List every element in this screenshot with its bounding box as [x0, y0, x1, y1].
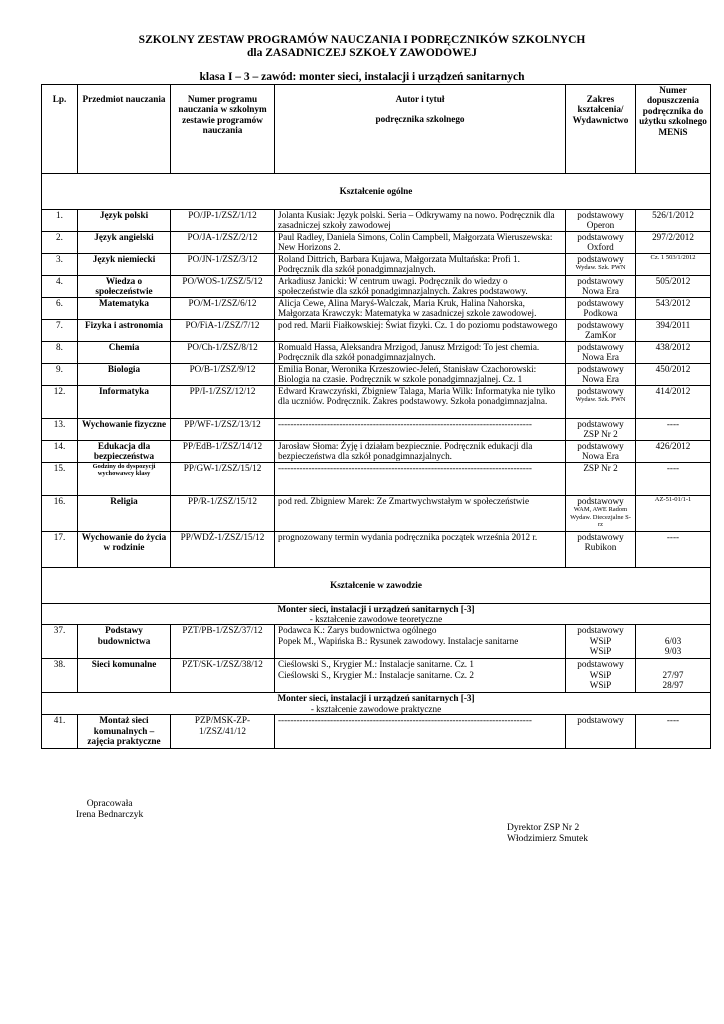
author-text: Jarosław Słoma: Żyję i działam bezpiecznie. Podręcznik edukacji dla bezpieczeństwa dla szkół ponadgimnazjalnych. [278, 440, 533, 462]
program-text: PO/WOS-1/ZSZ/5/12 [182, 275, 263, 286]
publisher-text: Nowa Era [582, 451, 619, 462]
row-subject [78, 341, 171, 363]
publisher-text-1: WSiP [589, 635, 612, 646]
program-text: PP/WDŻ-1/ZSZ/15/12 [180, 531, 265, 542]
subject-text: Sieci komunalne [91, 659, 157, 670]
lp-text: 7. [56, 319, 63, 330]
approval-text: 543/2012 [655, 297, 691, 308]
approval-text: 426/2012 [655, 440, 691, 451]
row-approval [636, 363, 711, 385]
approval-text: 297/2/2012 [652, 231, 694, 242]
practice-header [42, 693, 711, 715]
approval-text: 414/2012 [655, 385, 691, 396]
lp-text: 38. [53, 659, 66, 670]
table-row [42, 495, 711, 531]
row-author [275, 462, 566, 495]
row-program [171, 440, 275, 462]
row-subject [78, 210, 171, 232]
table-row [42, 418, 711, 440]
row-scope [566, 319, 636, 341]
approval-text: ---- [666, 531, 680, 542]
publisher-text-1: WSiP [589, 669, 612, 680]
row-program [171, 319, 275, 341]
lp-text: 37. [53, 625, 66, 636]
scope-text: podstawowy [577, 418, 624, 429]
scope-text: podstawowy [577, 341, 624, 352]
approval-text-1: 6/03 [664, 635, 682, 646]
prepared-label: Opracowała [86, 799, 133, 809]
lp-text: 9. [56, 363, 63, 374]
program-text: PP/R-1/ZSZ/15/12 [188, 495, 257, 506]
scope-text: podstawowy [577, 385, 624, 396]
table-row [42, 440, 711, 462]
program-text: PO/JN-1/ZSZ/3/12 [187, 253, 258, 264]
table-row [42, 659, 711, 693]
row-author [275, 440, 566, 462]
subject-text: Matematyka [98, 297, 149, 308]
director-label: Dyrektor ZSP Nr 2 [507, 823, 580, 833]
author-text: ----------------------------------------------------------------------------------- [278, 418, 532, 429]
table-row [42, 462, 711, 495]
row-scope [566, 297, 636, 319]
header-lp: Lp. [42, 85, 78, 174]
program-text: PP/WF-1/ZSZ/13/12 [184, 418, 261, 429]
row-approval [636, 231, 711, 253]
subject-text: Biologia [107, 363, 141, 374]
section-vocational-text: Kształcenie w zawodzie [330, 579, 422, 590]
theory-header [42, 603, 711, 625]
row-author [275, 418, 566, 440]
lp-text: 14. [53, 440, 66, 451]
row-approval [636, 462, 711, 495]
publisher-text-2: WSiP [589, 646, 612, 657]
lp-text: 3. [56, 253, 63, 264]
class-line: klasa I – 3 – zawód: monter sieci, instalacji i urządzeń sanitarnych [199, 71, 525, 83]
row-lp [42, 275, 78, 297]
lp-text: 15. [53, 462, 66, 473]
subject-text: Edukacja dla bezpieczeństwa [93, 440, 155, 462]
publisher-text: Nowa Era [582, 374, 619, 385]
row-author [275, 341, 566, 363]
row-program [171, 495, 275, 531]
row-approval [636, 341, 711, 363]
header-approval: Numer dopuszczenia podręcznika do użytku szkolnego MENiS [636, 85, 711, 174]
subject-text: Język polski [99, 210, 149, 220]
row-scope [566, 385, 636, 418]
row-scope [566, 275, 636, 297]
prepared-name: Irena Bednarczyk [76, 810, 144, 820]
program-text: PO/B-1/ZSZ/9/12 [189, 363, 256, 374]
row-program [171, 231, 275, 253]
program-text: PO/JP-1/ZSZ/1/12 [188, 210, 257, 220]
row-lp [42, 418, 78, 440]
publisher-text: WAM, AWE Radom Wydaw. Diecezjalne S-rz [570, 506, 631, 529]
table-row [42, 341, 711, 363]
table-row [42, 385, 711, 418]
approval-text-1: 27/97 [662, 669, 684, 680]
row-scope [566, 210, 636, 232]
scope-text: podstawowy [577, 253, 624, 264]
row-scope [566, 715, 636, 749]
director [507, 823, 588, 845]
row-approval [636, 715, 711, 749]
subject-text: Informatyka [98, 385, 150, 396]
lp-text: 4. [56, 275, 63, 286]
row-program [171, 275, 275, 297]
header-subject: Przedmiot nauczania [78, 85, 171, 174]
row-scope [566, 659, 636, 693]
table-row [42, 210, 711, 232]
practice-header-line2: - kształcenie zawodowe praktyczne [310, 703, 442, 714]
row-approval [636, 210, 711, 232]
row-lp [42, 385, 78, 418]
author-text: Arkadiusz Janicki: W centrum uwagi. Podręcznik do wiedzy o społeczeństwie dla szkół ponadgimnazjalnych. Zakres podstawowy. [278, 275, 528, 297]
author-text-2: Popek M., Wapińska B.: Rysunek zawodowy. Instalacje sanitarne [278, 635, 519, 646]
program-text: PO/Ch-1/ZSZ/8/12 [187, 341, 258, 352]
row-lp [42, 231, 78, 253]
row-subject [78, 231, 171, 253]
row-subject [78, 531, 171, 567]
lp-text: 13. [53, 418, 66, 429]
subject-text: Montaż sieci komunalnych – zajęcia praktyczne [87, 715, 161, 747]
row-author [275, 253, 566, 275]
lp-text: 16. [53, 495, 66, 506]
row-lp [42, 363, 78, 385]
director-name: Włodzimierz Smutek [507, 834, 588, 844]
row-author [275, 715, 566, 749]
lp-text: 8. [56, 341, 63, 352]
header-author-line2: podręcznika szkolnego [375, 114, 465, 125]
approval-text-2: 9/03 [664, 646, 682, 657]
approval-text: 450/2012 [655, 363, 691, 374]
section-general: Kształcenie ogólne [42, 174, 711, 210]
scope-text: podstawowy [577, 231, 624, 242]
row-approval [636, 418, 711, 440]
author-text: pod red. Marii Fiałkowskiej: Świat fizyki. Cz. 1 do poziomu podstawowego [278, 319, 558, 330]
publisher-text-2: WSiP [589, 680, 612, 691]
publisher-text: Wydaw. Szk. PWN [575, 264, 626, 272]
table-row [42, 715, 711, 749]
row-scope [566, 253, 636, 275]
row-program [171, 210, 275, 232]
table-row [42, 625, 711, 659]
row-lp [42, 297, 78, 319]
lp-text: 1. [56, 210, 63, 220]
publisher-text: ZSP Nr 2 [583, 462, 618, 473]
row-program [171, 253, 275, 275]
document-subtitle: dla ZASADNICZEJ SZKOŁY ZAWODOWEJ [247, 47, 477, 59]
row-subject [78, 440, 171, 462]
program-text: PP/EdB-1/ZSZ/14/12 [182, 440, 263, 451]
program-text: PZP/MSK-ZP-1/ZSZ/41/12 [194, 715, 251, 736]
table-row [42, 319, 711, 341]
row-lp [42, 715, 78, 749]
row-scope [566, 440, 636, 462]
row-approval [636, 659, 711, 693]
row-program [171, 385, 275, 418]
subject-text: Wychowanie fizyczne [81, 418, 167, 429]
row-approval [636, 495, 711, 531]
row-scope [566, 625, 636, 659]
subject-text: Język niemiecki [92, 253, 156, 264]
author-text: prognozowany termin wydania podręcznika początek września 2012 r. [278, 531, 538, 542]
row-program [171, 625, 275, 659]
scope-text: podstawowy [577, 659, 624, 670]
row-subject [78, 319, 171, 341]
author-text: Edward Krawczyński, Zbigniew Talaga, Maria Wilk: Informatyka nie tylko dla uczniów. Podręcznik. Zakres podstawowy. Szkoła ponadgimnazjalna. [278, 385, 556, 407]
row-subject [78, 275, 171, 297]
row-program [171, 341, 275, 363]
row-author [275, 275, 566, 297]
row-approval [636, 531, 711, 567]
table-row [42, 363, 711, 385]
row-subject [78, 253, 171, 275]
row-scope [566, 341, 636, 363]
approval-text: 394/2011 [655, 319, 691, 330]
scope-text: podstawowy [577, 531, 624, 542]
author-text: Roland Dittrich, Barbara Kujawa, Małgorzata Multańska: Profi 1. Podręcznik dla szkół ponadgimnazjalnych. [278, 253, 520, 275]
row-subject [78, 462, 171, 495]
table-row [42, 297, 711, 319]
row-author [275, 531, 566, 567]
program-text: PO/FiA-1/ZSZ/7/12 [185, 319, 260, 330]
row-approval [636, 625, 711, 659]
publisher-text: Rubikon [584, 542, 617, 553]
author-text: Romuald Hassa, Aleksandra Mrzigod, Janusz Mrzigod: To jest chemia. Podręcznik dla szkół ponadgimnazjalnych. [278, 341, 540, 363]
approval-text: ---- [666, 462, 680, 473]
publisher-text: Podkowa [583, 308, 618, 319]
author-text: Emilia Bonar, Weronika Krzeszowiec-Jeleń, Stanisław Czachorowski: Biologia na czasie. Podręcznik w szkole ponadgimnazjalnej. Cz. 1 [278, 363, 537, 385]
header-scope: Zakres kształcenia/ Wydawnictwo [566, 85, 636, 174]
lp-text: 6. [56, 297, 63, 308]
publisher-text: Oxford [587, 242, 614, 253]
program-text: PP/GW-1/ZSZ/15/12 [183, 462, 262, 473]
subject-text: Fizyka i astronomia [85, 319, 163, 330]
approval-text: ---- [666, 715, 680, 726]
row-program [171, 531, 275, 567]
row-lp [42, 625, 78, 659]
row-subject [78, 625, 171, 659]
row-approval [636, 253, 711, 275]
approval-text: Cz. 1 503/1/2012 [650, 253, 696, 261]
row-author [275, 210, 566, 232]
row-scope [566, 462, 636, 495]
author-text-2: Cieślowski S., Krygier M.: Instalacje sanitarne. Cz. 2 [278, 669, 474, 680]
scope-text: podstawowy [577, 495, 624, 506]
subject-text: Godziny do dyspozycji wychowawcy klasy [92, 462, 156, 478]
scope-text: podstawowy [577, 275, 624, 286]
row-scope [566, 495, 636, 531]
subject-text: Język angielski [94, 231, 154, 242]
curriculum-table [41, 84, 711, 749]
row-scope [566, 231, 636, 253]
row-subject [78, 418, 171, 440]
row-program [171, 418, 275, 440]
table-row [42, 231, 711, 253]
subject-text: Wiedza o społeczeństwie [95, 275, 153, 297]
lp-text: 2. [56, 231, 63, 242]
approval-text: 438/2012 [655, 341, 691, 352]
lp-text: 17. [53, 531, 66, 542]
author-text: ----------------------------------------------------------------------------------- [278, 462, 532, 473]
row-lp [42, 659, 78, 693]
row-lp [42, 253, 78, 275]
approval-text: 526/1/2012 [652, 210, 694, 220]
row-author [275, 659, 566, 693]
approval-text-2: 28/97 [662, 680, 684, 691]
author-text-1: Cieślowski S., Krygier M.: Instalacje sanitarne. Cz. 1 [278, 659, 474, 670]
row-subject [78, 297, 171, 319]
row-lp [42, 440, 78, 462]
lp-text: 41. [53, 715, 66, 726]
row-program [171, 659, 275, 693]
row-author [275, 231, 566, 253]
row-program [171, 715, 275, 749]
publisher-text: Nowa Era [582, 286, 619, 297]
author-text: ----------------------------------------------------------------------------------- [278, 715, 532, 726]
row-subject [78, 363, 171, 385]
lp-text: 12. [53, 385, 66, 396]
row-lp [42, 319, 78, 341]
row-program [171, 297, 275, 319]
row-approval [636, 319, 711, 341]
row-approval [636, 275, 711, 297]
subject-text: Podstawy budownictwa [97, 625, 151, 646]
publisher-text: Wydaw. Szk. PWN [575, 396, 626, 404]
prepared-by [76, 799, 143, 821]
practice-header-line1: Monter sieci, instalacji i urządzeń sanitarnych [-3] [277, 693, 475, 704]
row-scope [566, 363, 636, 385]
scope-text: podstawowy [577, 440, 624, 451]
row-subject [78, 495, 171, 531]
program-text: PZT/PB-1/ZSZ/37/12 [182, 625, 263, 636]
row-lp [42, 495, 78, 531]
header-program: Numer programu nauczania w szkolnym zestawie programów nauczania [171, 85, 275, 174]
row-approval [636, 440, 711, 462]
scope-text: podstawowy [577, 363, 624, 374]
row-program [171, 363, 275, 385]
publisher-text: ZSP Nr 2 [583, 429, 618, 440]
scope-text: podstawowy [577, 210, 624, 220]
theory-header-line2: - kształcenie zawodowe teoretyczne [309, 614, 443, 625]
subject-text: Chemia [108, 341, 140, 352]
header-author [275, 85, 566, 174]
row-scope [566, 418, 636, 440]
theory-header-line1: Monter sieci, instalacji i urządzeń sanitarnych [-3] [277, 603, 475, 614]
program-text: PO/M-1/ZSZ/6/12 [188, 297, 257, 308]
approval-text: AZ-51-01/1-1 [654, 495, 692, 503]
subject-text: Wychowanie do życia w rodzinie [81, 531, 167, 553]
author-text: pod red. Zbigniew Marek: Ze Zmartwychwstałym w społeczeństwie [278, 495, 530, 506]
approval-text: 505/2012 [655, 275, 691, 286]
scope-text: podstawowy [577, 319, 624, 330]
program-text: PP/I-1/ZSZ/12/12 [189, 385, 256, 396]
author-text: Alicja Cewe, Alina Maryś-Walczak, Maria Kruk, Halina Nahorska, Małgorzata Krawczyk: Matematyka w zasadniczej szkole zawodowej. [278, 297, 537, 319]
row-author [275, 625, 566, 659]
row-author [275, 319, 566, 341]
document-title: SZKOLNY ZESTAW PROGRAMÓW NAUCZANIA I PODRĘCZNIKÓW SZKOLNYCH [138, 34, 586, 46]
scope-text: podstawowy [577, 297, 624, 308]
row-approval [636, 385, 711, 418]
row-lp [42, 531, 78, 567]
subject-text: Religia [110, 495, 138, 506]
row-author [275, 297, 566, 319]
row-lp [42, 341, 78, 363]
program-text: PO/JA-1/ZSZ/2/12 [187, 231, 258, 242]
scope-text: podstawowy [577, 715, 624, 726]
row-author [275, 495, 566, 531]
section-vocational [42, 567, 711, 603]
row-scope [566, 531, 636, 567]
author-text: Paul Radley, Daniela Simons, Colin Campbell, Małgorzata Wieruszewska: New Horizons 2. [278, 231, 553, 253]
author-text-1: Podawca K.: Zarys budownictwa ogólnego [278, 625, 437, 636]
header-author-line1: Autor i tytuł [395, 94, 445, 104]
approval-text: ---- [666, 418, 680, 429]
row-author [275, 363, 566, 385]
publisher-text: Operon [586, 220, 615, 231]
author-text: Jolanta Kusiak: Język polski. Seria – Odkrywamy na nowo. Podręcznik dla zasadniczej szkoły zawodowej [278, 210, 555, 231]
row-author [275, 385, 566, 418]
table-row [42, 275, 711, 297]
row-lp [42, 210, 78, 232]
program-text: PZT/SK-1/ZSZ/38/12 [182, 659, 263, 670]
publisher-text: Nowa Era [582, 352, 619, 363]
row-approval [636, 297, 711, 319]
row-subject [78, 715, 171, 749]
row-lp [42, 462, 78, 495]
row-program [171, 462, 275, 495]
row-subject [78, 659, 171, 693]
table-row [42, 531, 711, 567]
publisher-text: ZamKor [584, 330, 617, 341]
scope-text: podstawowy [577, 625, 624, 636]
row-subject [78, 385, 171, 418]
table-row [42, 253, 711, 275]
